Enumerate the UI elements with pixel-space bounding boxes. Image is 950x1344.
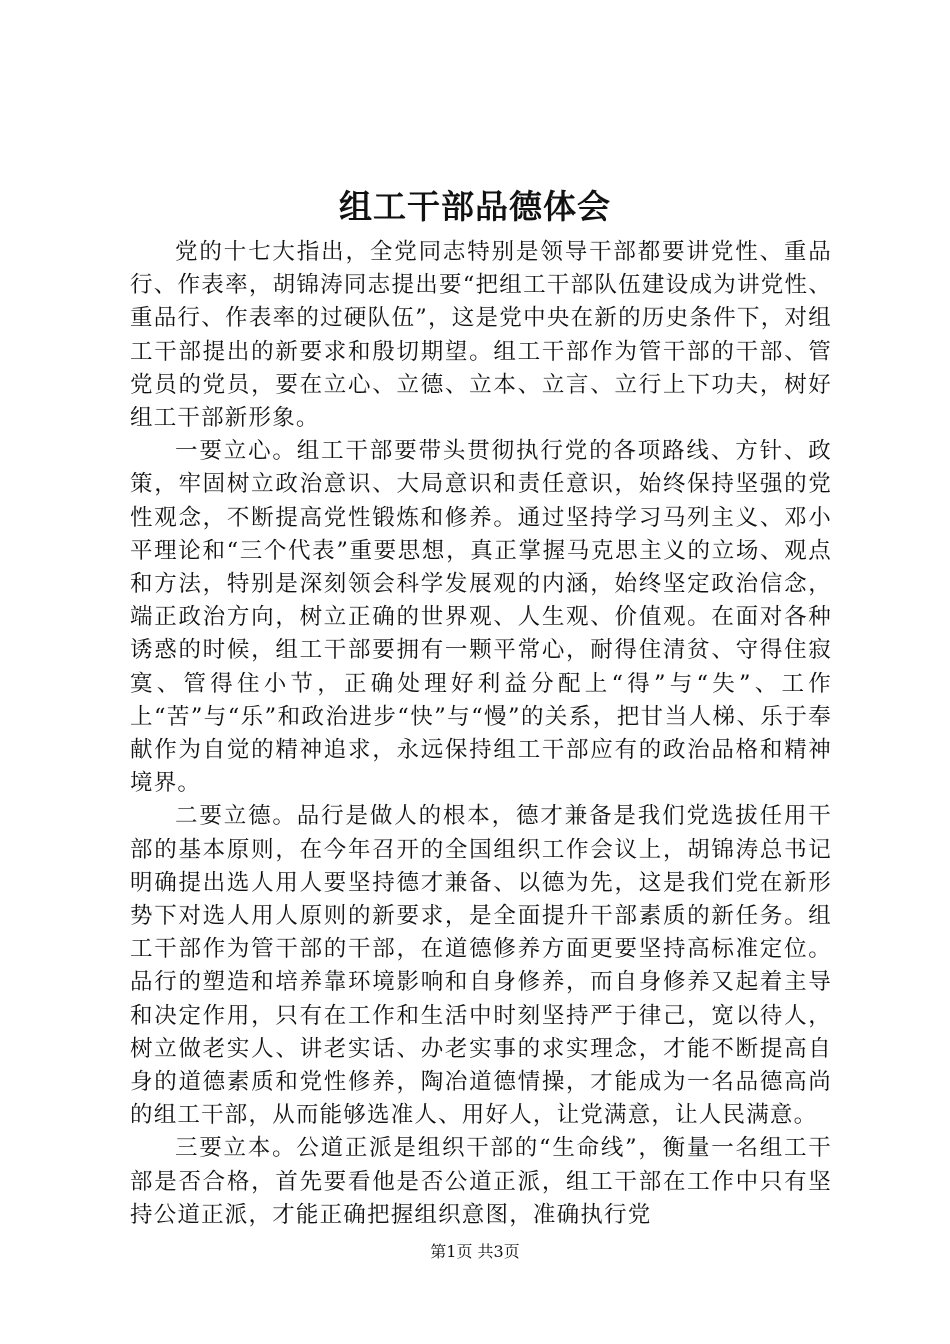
document-body [130, 236, 832, 1232]
paragraph-li-ben: 三要立本。公道正派是组织干部的“生命线”，衡量一名组工干部是否合格，首先要看他是否公道正派，组工干部在工作中只有坚持公道正派，才能正确把握组织意图，准确执行党 [130, 1135, 832, 1228]
paragraph-li-xin: 一要立心。组工干部要带头贯彻执行党的各项路线、方针、政策，牢固树立政治意识、大局意识和责任意识，始终保持坚强的党性观念，不断提高党性锻炼和修养。通过坚持学习马列主义、邓小平理论和“三个代表”重要思想，真正掌握马克思主义的立场、观点和方法，特别是深刻领会科学发展观的内涵，始终坚定政治信念，端正政治方向，树立正确的世界观、人生观、价值观。在面对各种诱惑的时候，组工干部要拥有一颗平常心，耐得住清贫、守得住寂寞、管得住小节，正确处理好利益分配上“得”与“失”、工作上“苦”与“乐”和政治进步“快”与“慢”的关系，把甘当人梯、乐于奉献作为自觉的精神追求，永远保持组工干部应有的政治品格和精神境界。 [130, 438, 832, 797]
paragraph-li-de: 二要立德。品行是做人的根本，德才兼备是我们党选拔任用干部的基本原则，在今年召开的全国组织工作会议上，胡锦涛总书记明确提出选人用人要坚持德才兼备、以德为先，这是我们党在新形势下对选人用人原则的新要求，是全面提升干部素质的新任务。组工干部作为管干部的干部，在道德修养方面更要坚持高标准定位。品行的塑造和培养靠环境影响和自身修养，而自身修养又起着主导和决定作用，只有在工作和生活中时刻坚持严于律己，宽以待人，树立做老实人、讲老实话、办老实事的求实理念，才能不断提高自身的道德素质和党性修养，陶冶道德情操，才能成为一名品德高尚的组工干部，从而能够选准人、用好人，让党满意，让人民满意。 [130, 803, 832, 1129]
paragraph-intro: 党的十七大指出，全党同志特别是领导干部都要讲党性、重品行、作表率，胡锦涛同志提出要“把组工干部队伍建设成为讲党性、重品行、作表率的过硬队伍”，这是党中央在新的历史条件下，对组工干部提出的新要求和殷切期望。组工干部作为管干部的干部、管党员的党员，要在立心、立德、立本、立言、立行上下功夫，树好组工干部新形象。 [130, 239, 832, 432]
page-number-footer: 第1页 共3页 [430, 1242, 520, 1261]
document-title: 组工干部品德体会 [339, 187, 611, 226]
